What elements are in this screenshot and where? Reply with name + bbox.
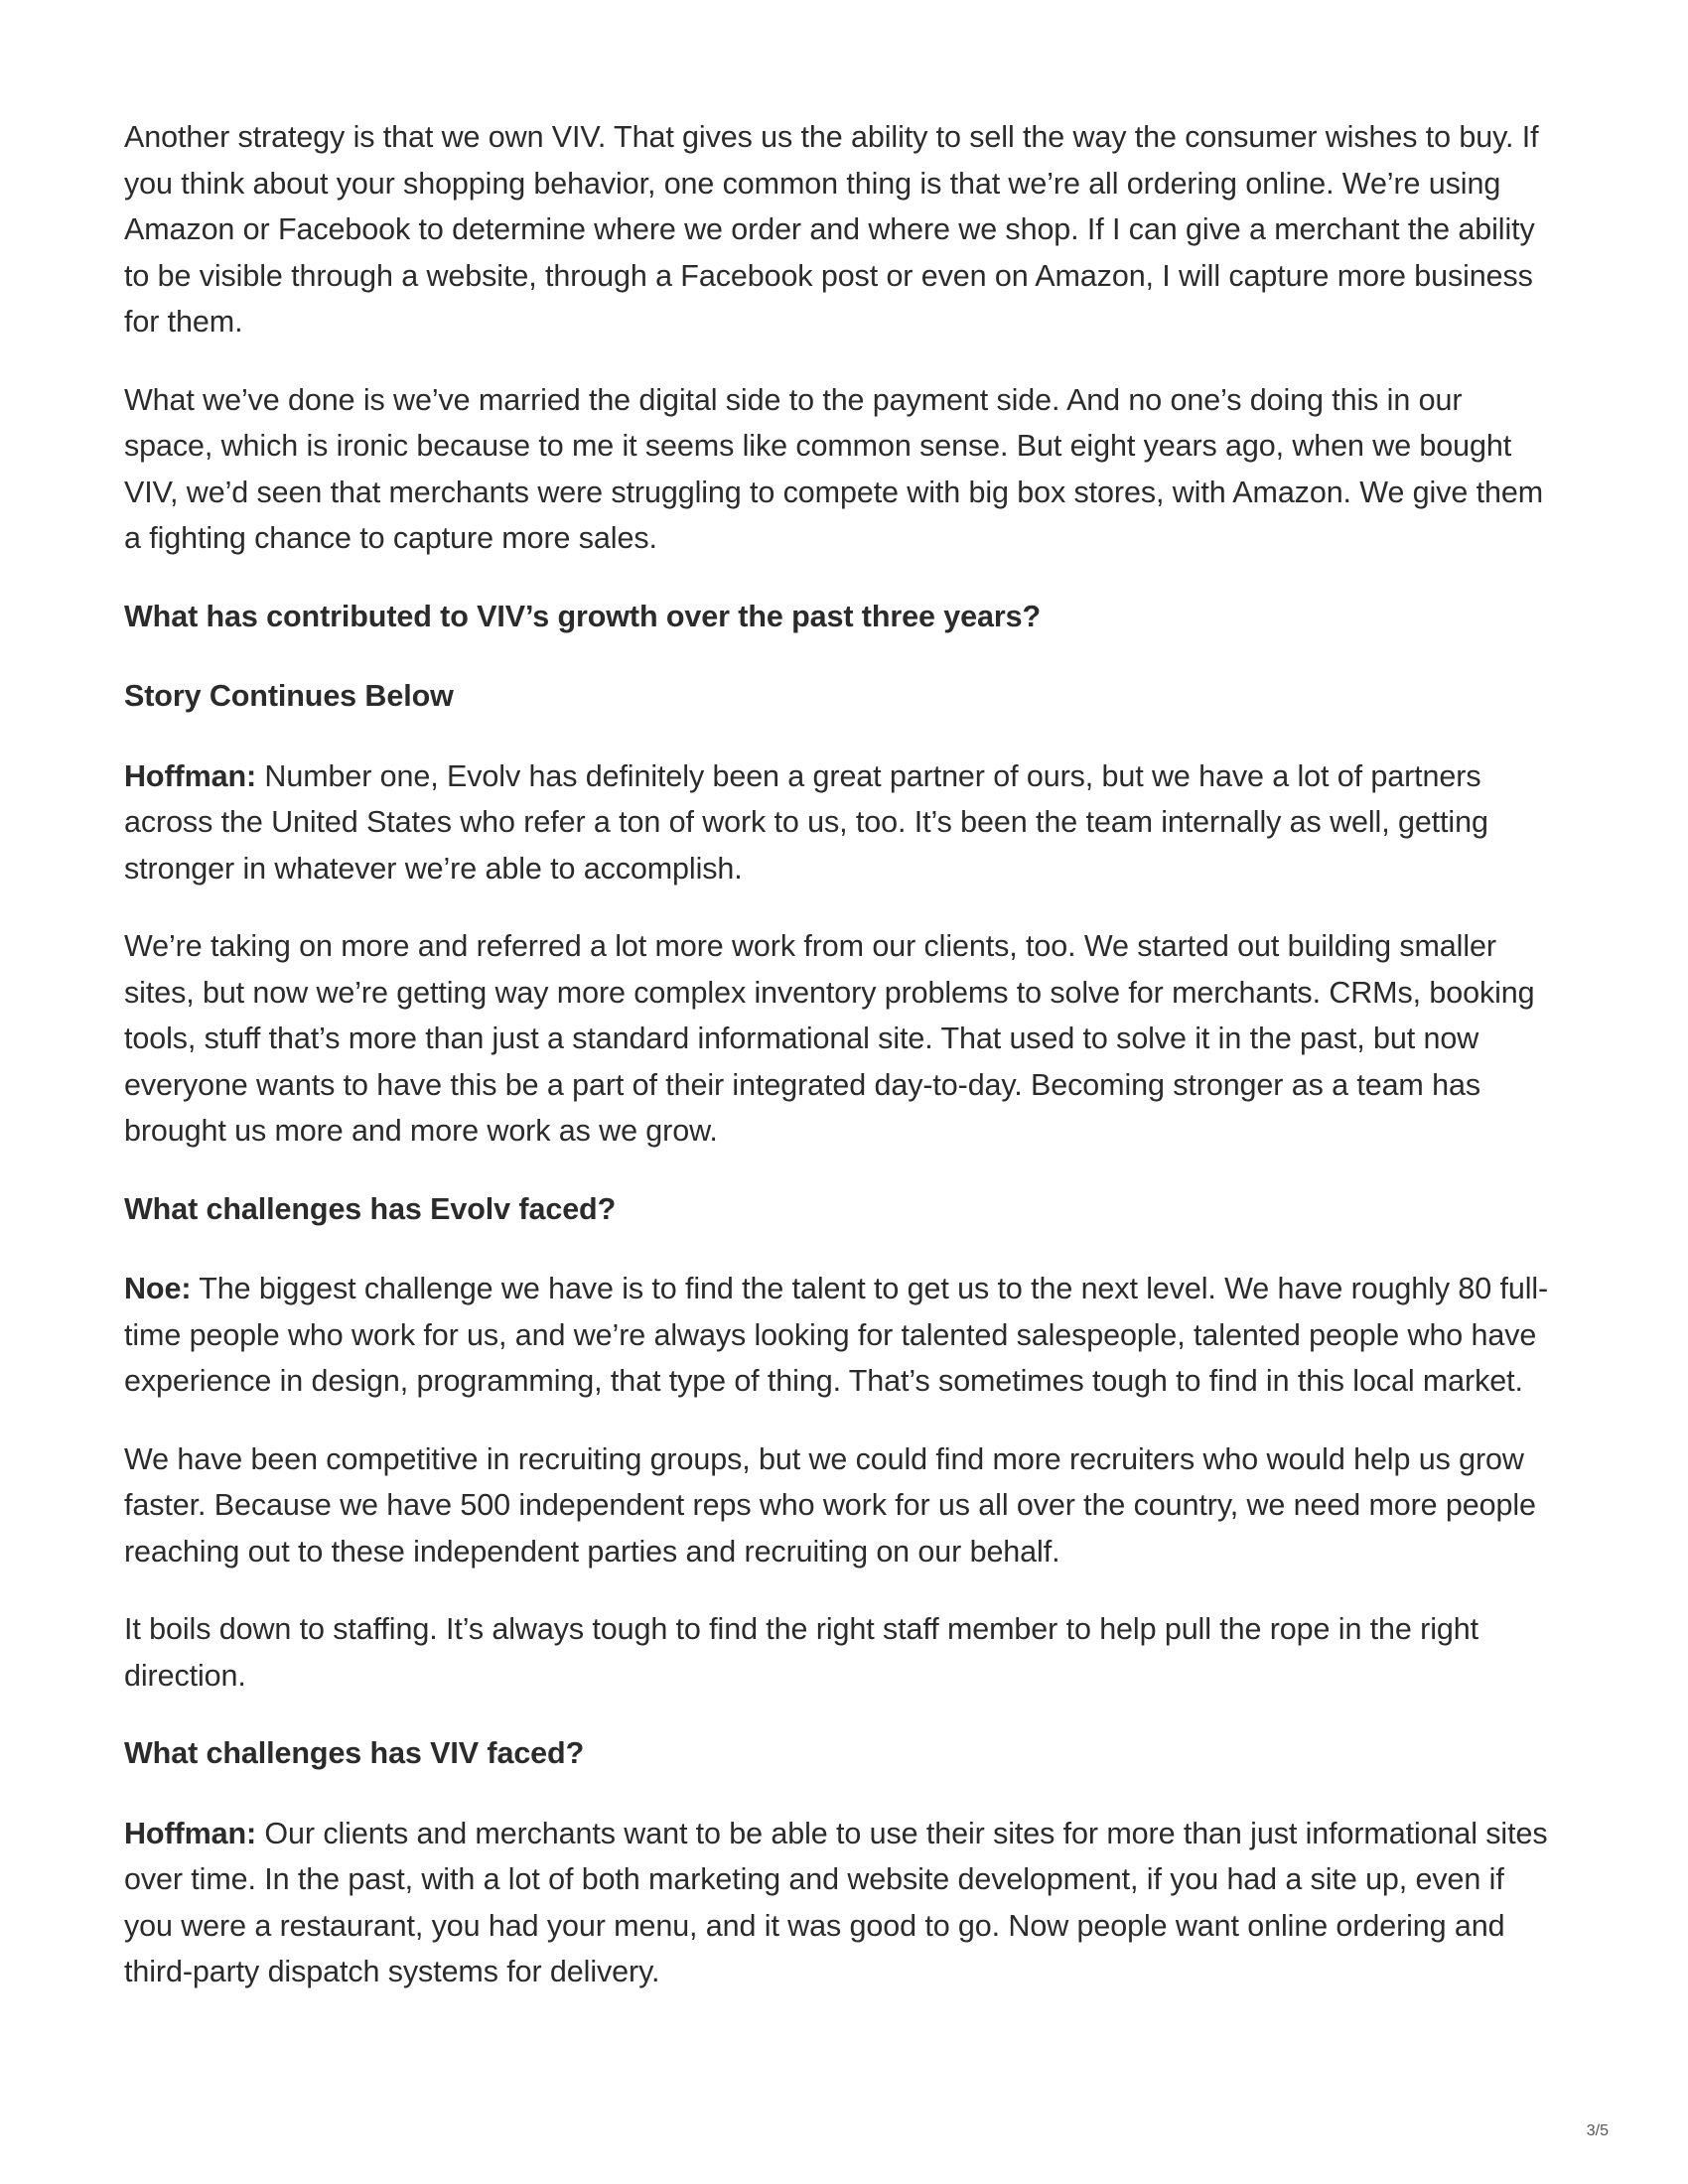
question-heading: What challenges has Evolv faced? [124, 1191, 617, 1226]
speaker-name: Noe: [124, 1272, 192, 1305]
paragraph [124, 114, 1554, 345]
paragraph [124, 923, 1554, 1155]
paragraph-text: Number one, Evolv has definitely been a great partner of ours, but we have a lot of partners across the United States who refer a ton of work to us, too. It’s been the team internally as well, getting stronger in whatever we’re able to accomplish. [124, 758, 1488, 886]
paragraph-text: We have been competitive in recruiting groups, but we could find more recruiters who would help us grow faster. Because we have 500 independent reps who work for us all over the country, we need more people reaching out to these independent parties and recruiting on our behalf. [124, 1441, 1536, 1569]
story-continues-label: Story Continues Below [124, 679, 454, 713]
paragraph [124, 1436, 1554, 1575]
paragraph [124, 1606, 1554, 1699]
speaker-name: Hoffman: [124, 758, 257, 793]
answer-paragraph [124, 1811, 1554, 1995]
paragraph-text: Our clients and merchants want to be able to use their sites for more than just informational sites over time. In the past, with a lot of both marketing and website development, if you had a site up, even if you were a restaurant, you had your menu, and it was good to go. Now people want online ordering and third-party dispatch systems for delivery. [124, 1816, 1548, 1988]
paragraph-text: Another strategy is that we own VIV. That gives us the ability to sell the way the consumer wishes to buy. If you think about your shopping behavior, one common thing is that we’re all ordering online. We’re using Amazon or Facebook to determine where we order and where we shop. If I can give a merchant the ability to be visible through a website, through a Facebook post or even on Amazon, I will capture more business for them. [124, 120, 1539, 339]
question-heading: What challenges has VIV faced? [124, 1736, 585, 1770]
paragraph-text: The biggest challenge we have is to find the talent to get us to the next level. We have roughly 80 full-time people who work for us, and we’re always looking for talented salespeople, talented people who have experience in design, programming, that type of thing. That’s sometimes tough to find in this local market. [124, 1272, 1549, 1398]
paragraph-text: What we’ve done is we’ve married the digital side to the payment side. And no one’s doing this in our space, which is ironic because to me it seems like common sense. But eight years ago, when we bought VIV, we’d seen that merchants were struggling to compete with big box stores, with Amazon. We give them a fighting chance to capture more sales. [124, 382, 1544, 555]
paragraph-text: It boils down to staffing. It’s always tough to find the right staff member to help pull the rope in the right direction. [124, 1612, 1478, 1693]
answer-paragraph [124, 753, 1554, 892]
speaker-name: Hoffman: [124, 1816, 257, 1850]
question-heading: What has contributed to VIV’s growth over the past three years? [124, 599, 1041, 633]
paragraph [124, 377, 1554, 562]
page-number: 3/5 [1586, 2122, 1609, 2139]
paragraph-text: We’re taking on more and referred a lot more work from our clients, too. We started out building smaller sites, but now we’re getting way more complex inventory problems to solve for merchants. CRMs, booking tools, stuff that’s more than just a standard informational site. That used to solve it in the past, but now everyone wants to have this be a part of their integrated day-to-day. Becoming stronger as a team has brought us more and more work as we grow. [124, 929, 1535, 1148]
article-body [124, 114, 1554, 2027]
answer-paragraph [124, 1266, 1554, 1405]
